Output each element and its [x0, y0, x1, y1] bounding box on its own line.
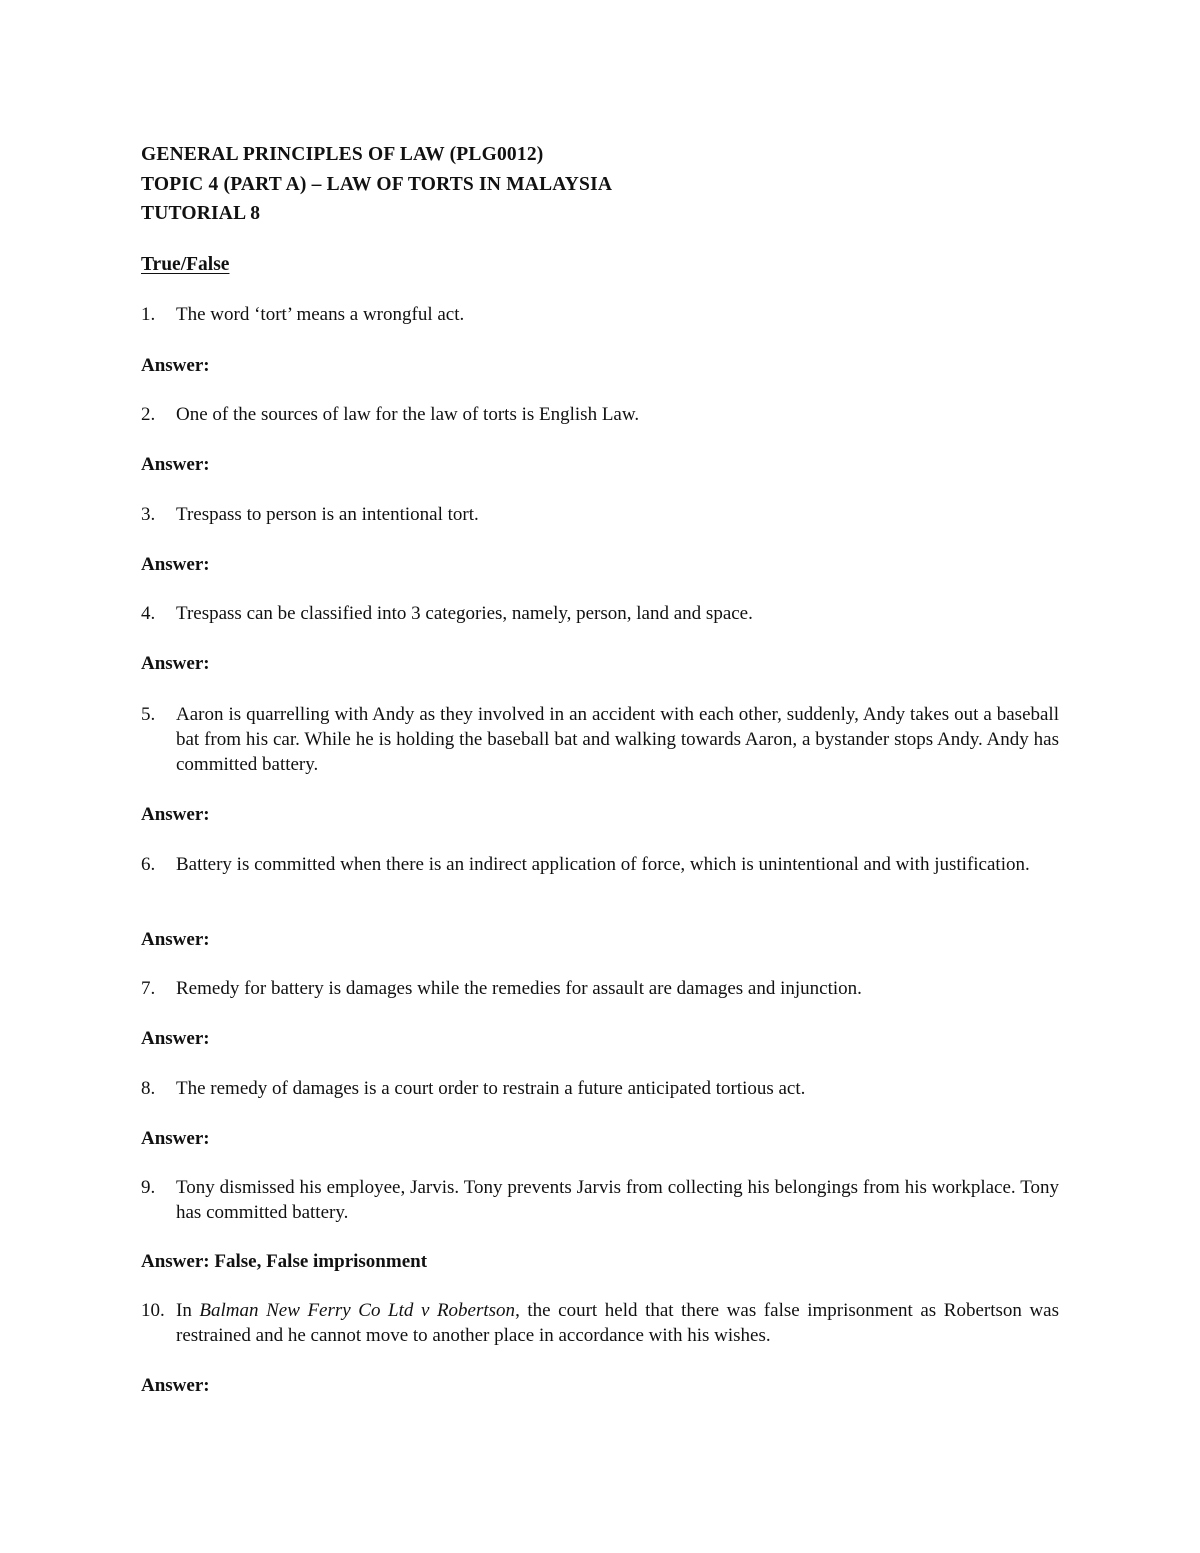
question-number: 4. — [141, 603, 156, 624]
question-text — [176, 1298, 1059, 1348]
question-number: 2. — [141, 404, 156, 425]
answer-label: Answer: — [141, 804, 210, 825]
answer-8 — [141, 1126, 210, 1151]
question-3 — [141, 502, 1059, 527]
question-text: The word ‘tort’ means a wrongful act. — [176, 304, 465, 325]
answer-6 — [141, 927, 210, 952]
question-10 — [141, 1298, 1059, 1348]
question-number: 3. — [141, 504, 156, 525]
case-name: Balman New Ferry Co Ltd v Robertson — [199, 1300, 516, 1321]
answer-4 — [141, 651, 210, 676]
answer-label: Answer: — [141, 1028, 210, 1049]
question-text: The remedy of damages is a court order to restrain a future anticipated tortious act. — [176, 1078, 806, 1099]
section-heading: True/False — [141, 254, 230, 275]
tutorial-title: TUTORIAL 8 — [141, 203, 261, 224]
question-text-suffix: , the court held that there was false imprisonment as Robertson was restrained and he cannot move to another place in accordance with his wishes. — [176, 1300, 1060, 1346]
question-text: Trespass can be classified into 3 categories, namely, person, land and space. — [176, 603, 753, 624]
question-text: Trespass to person is an intentional tort. — [176, 504, 479, 525]
question-number: 6. — [141, 854, 156, 875]
course-title: GENERAL PRINCIPLES OF LAW (PLG0012) — [141, 144, 544, 165]
question-number: 7. — [141, 978, 156, 999]
question-9 — [141, 1175, 1059, 1225]
answer-label: Answer: — [141, 1375, 210, 1396]
answer-2 — [141, 452, 210, 477]
question-number: 1. — [141, 304, 156, 325]
answer-label: Answer: — [141, 929, 210, 950]
question-7 — [141, 976, 1059, 1001]
question-5 — [141, 702, 1059, 777]
answer-7 — [141, 1026, 210, 1051]
question-number: 9. — [141, 1177, 156, 1198]
document-header — [141, 140, 1061, 229]
answer-5 — [141, 802, 210, 827]
question-text: Battery is committed when there is an indirect application of force, which is unintentional and with justification. — [176, 854, 1030, 875]
answer-value: False, False imprisonment — [214, 1251, 428, 1272]
answer-3 — [141, 552, 210, 577]
answer-label: Answer: — [141, 454, 210, 475]
answer-label: Answer: — [141, 653, 210, 674]
answer-label: Answer: — [141, 554, 210, 575]
question-text: Tony dismissed his employee, Jarvis. Tony prevents Jarvis from collecting his belongings from his workplace. Tony has committed battery. — [176, 1177, 1059, 1223]
question-6 — [141, 852, 1059, 877]
answer-10 — [141, 1373, 210, 1398]
question-text: One of the sources of law for the law of torts is English Law. — [176, 404, 640, 425]
question-number: 5. — [141, 704, 156, 725]
question-text: Remedy for battery is damages while the remedies for assault are damages and injunction. — [176, 978, 862, 999]
question-4 — [141, 601, 1059, 626]
topic-title: TOPIC 4 (PART A) – LAW OF TORTS IN MALAYSIA — [141, 173, 613, 195]
answer-9 — [141, 1249, 427, 1274]
answer-1 — [141, 353, 210, 378]
question-number: 10. — [141, 1300, 165, 1321]
question-number: 8. — [141, 1078, 156, 1099]
question-text-prefix: In — [176, 1300, 200, 1321]
question-8 — [141, 1076, 1059, 1101]
answer-label: Answer: — [141, 1128, 210, 1149]
answer-label: Answer: — [141, 355, 210, 376]
answer-label: Answer: — [141, 1251, 210, 1272]
question-text: Aaron is quarrelling with Andy as they involved in an accident with each other, suddenly, Andy takes out a baseball bat from his car. While he is holding the baseball bat and walking towards Aaron, a bystander stops Andy. Andy has committed battery. — [176, 704, 1059, 775]
question-1 — [141, 302, 1059, 327]
question-2 — [141, 402, 1059, 427]
